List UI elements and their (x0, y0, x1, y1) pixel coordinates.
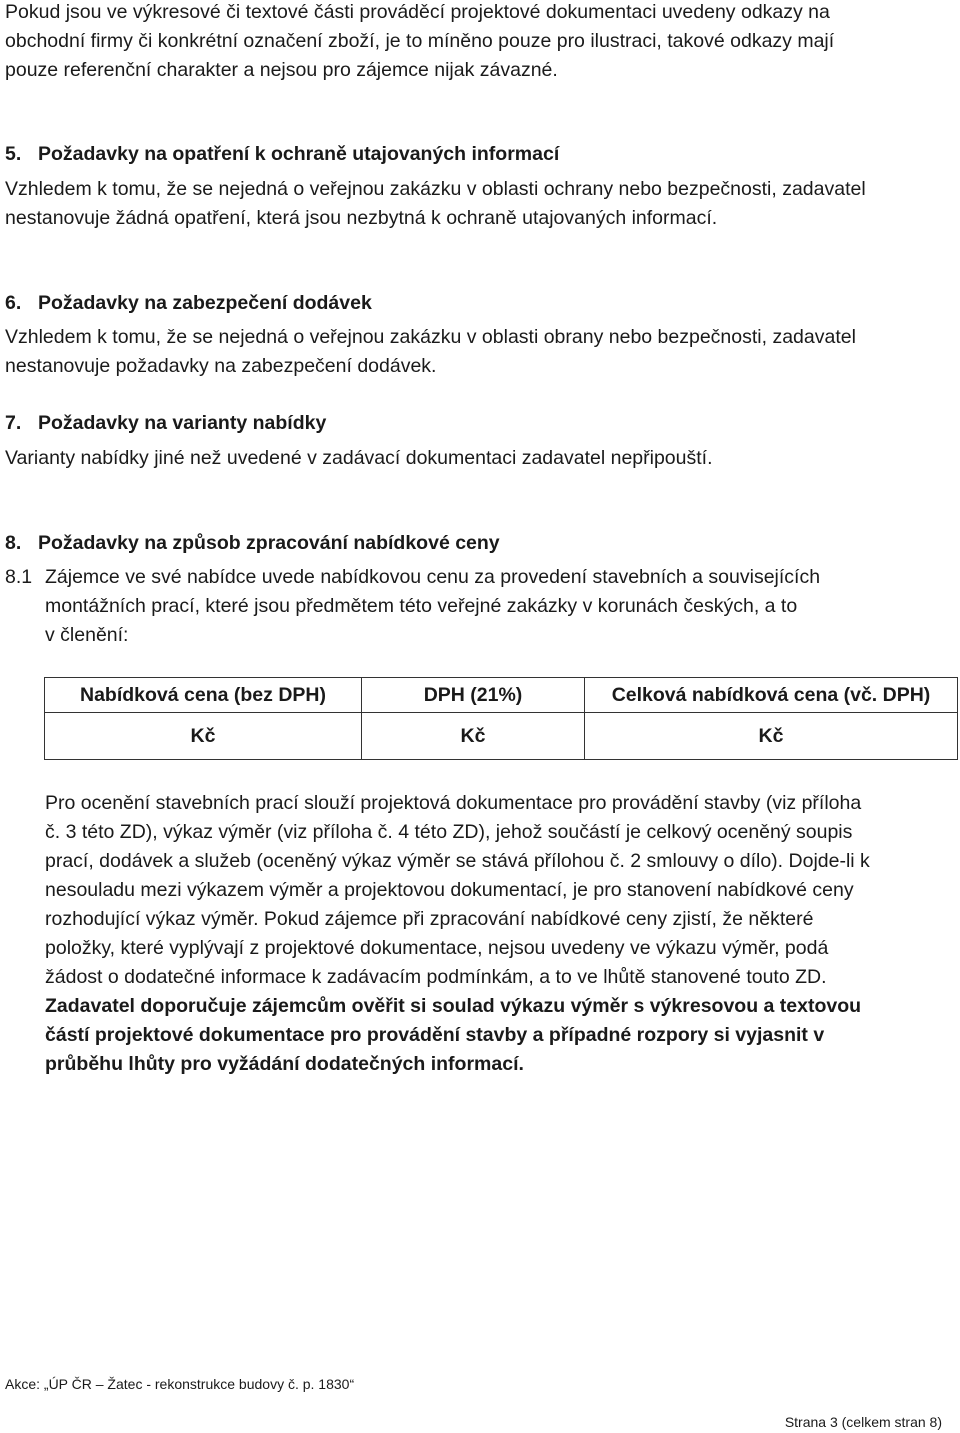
price-table-header-cell: DPH (21%) (362, 678, 585, 713)
price-table-value-row (45, 713, 958, 760)
intro-line-1: Pokud jsou ve výkresové či textové části prováděcí projektové dokumentaci uvedeny odkazy na (5, 1, 830, 23)
section-8-1-line-3: v členění: (45, 624, 129, 646)
section-8-title: Požadavky na způsob zpracování nabídkové ceny (38, 532, 500, 554)
section-5-heading (5, 140, 559, 169)
recommendation-line-2: částí projektové dokumentace pro provádění stavby a případné rozpory si vyjasnit v (45, 1024, 825, 1046)
section-6-heading (5, 289, 372, 318)
price-table-header-cell: Celková nabídková cena (vč. DPH) (585, 678, 958, 713)
pricing-para-line-3: prací, dodávek a služeb (oceněný výkaz výměr se stává přílohou č. 2 smlouvy o dílo). Dojde-li k (45, 850, 870, 872)
price-table-value-cell: Kč (362, 713, 585, 760)
price-table-value-cell: Kč (45, 713, 362, 760)
price-table-value-cell: Kč (585, 713, 958, 760)
price-table-header-row (45, 678, 958, 713)
section-7-line-1: Varianty nabídky jiné než uvedené v zadávací dokumentaci zadavatel nepřipouští. (5, 447, 713, 469)
pricing-para-line-7: žádost o dodatečné informace k zadávacím podmínkám, a to ve lhůtě stanovené touto ZD. (45, 966, 827, 988)
section-7-heading (5, 409, 326, 438)
section-8-1-line-2: montážních prací, které jsou předmětem této veřejné zakázky v korunách českých, a to (45, 595, 798, 617)
intro-line-3: pouze referenční charakter a nejsou pro zájemce nijak závazné. (5, 59, 558, 81)
section-5-number: 5. (5, 143, 22, 165)
section-5-line-2: nestanovuje žádná opatření, která jsou nezbytná k ochraně utajovaných informací. (5, 207, 718, 229)
section-6-line-2: nestanovuje požadavky na zabezpečení dodávek. (5, 355, 437, 377)
section-8-heading (5, 529, 500, 558)
pricing-para-line-5: rozhodující výkaz výměr. Pokud zájemce při zpracování nabídkové ceny zjistí, že některé (45, 908, 814, 930)
price-table (44, 677, 958, 760)
section-5-line-1: Vzhledem k tomu, že se nejedná o veřejnou zakázku v oblasti ochrany nebo bezpečnosti, zadavatel (5, 178, 866, 200)
section-8-1-number: 8.1 (5, 566, 33, 588)
price-table-header-cell: Nabídková cena (bez DPH) (45, 678, 362, 713)
pricing-para-line-4: nesouladu mezi výkazem výměr a projektovou dokumentací, je pro stanovení nabídkové ceny (45, 879, 854, 901)
section-6-number: 6. (5, 292, 22, 314)
section-7-title: Požadavky na varianty nabídky (38, 412, 327, 434)
footer-page-number: Strana 3 (celkem stran 8) (784, 1414, 942, 1430)
footer-project-label: Akce: „ÚP ČR – Žatec - rekonstrukce budovy č. p. 1830“ (5, 1376, 355, 1392)
pricing-para-line-1: Pro ocenění stavebních prací slouží projektová dokumentace pro provádění stavby (viz příloha (45, 792, 862, 814)
section-8-number: 8. (5, 532, 22, 554)
section-5-title: Požadavky na opatření k ochraně utajovaných informací (38, 143, 560, 165)
pricing-para-line-6: položky, které vyplývají z projektové dokumentace, nejsou uvedeny ve výkazu výměr, podá (45, 937, 829, 959)
section-8-1-line-1: Zájemce ve své nabídce uvede nabídkovou cenu za provedení stavebních a souvisejících (45, 566, 821, 588)
section-6-title: Požadavky na zabezpečení dodávek (38, 292, 372, 314)
intro-line-2: obchodní firmy či konkrétní označení zboží, je to míněno pouze pro ilustraci, takové odkazy mají (5, 30, 835, 52)
pricing-para-line-2: č. 3 této ZD), výkaz výměr (viz příloha č. 4 této ZD), jehož součástí je celkový oceněný soupis (45, 821, 853, 843)
section-7-number: 7. (5, 412, 22, 434)
recommendation-line-3: průběhu lhůty pro vyžádání dodatečných informací. (45, 1053, 524, 1075)
section-6-line-1: Vzhledem k tomu, že se nejedná o veřejnou zakázku v oblasti obrany nebo bezpečnosti, zadavatel (5, 326, 856, 348)
recommendation-line-1: Zadavatel doporučuje zájemcům ověřit si soulad výkazu výměr s výkresovou a textovou (45, 995, 862, 1017)
